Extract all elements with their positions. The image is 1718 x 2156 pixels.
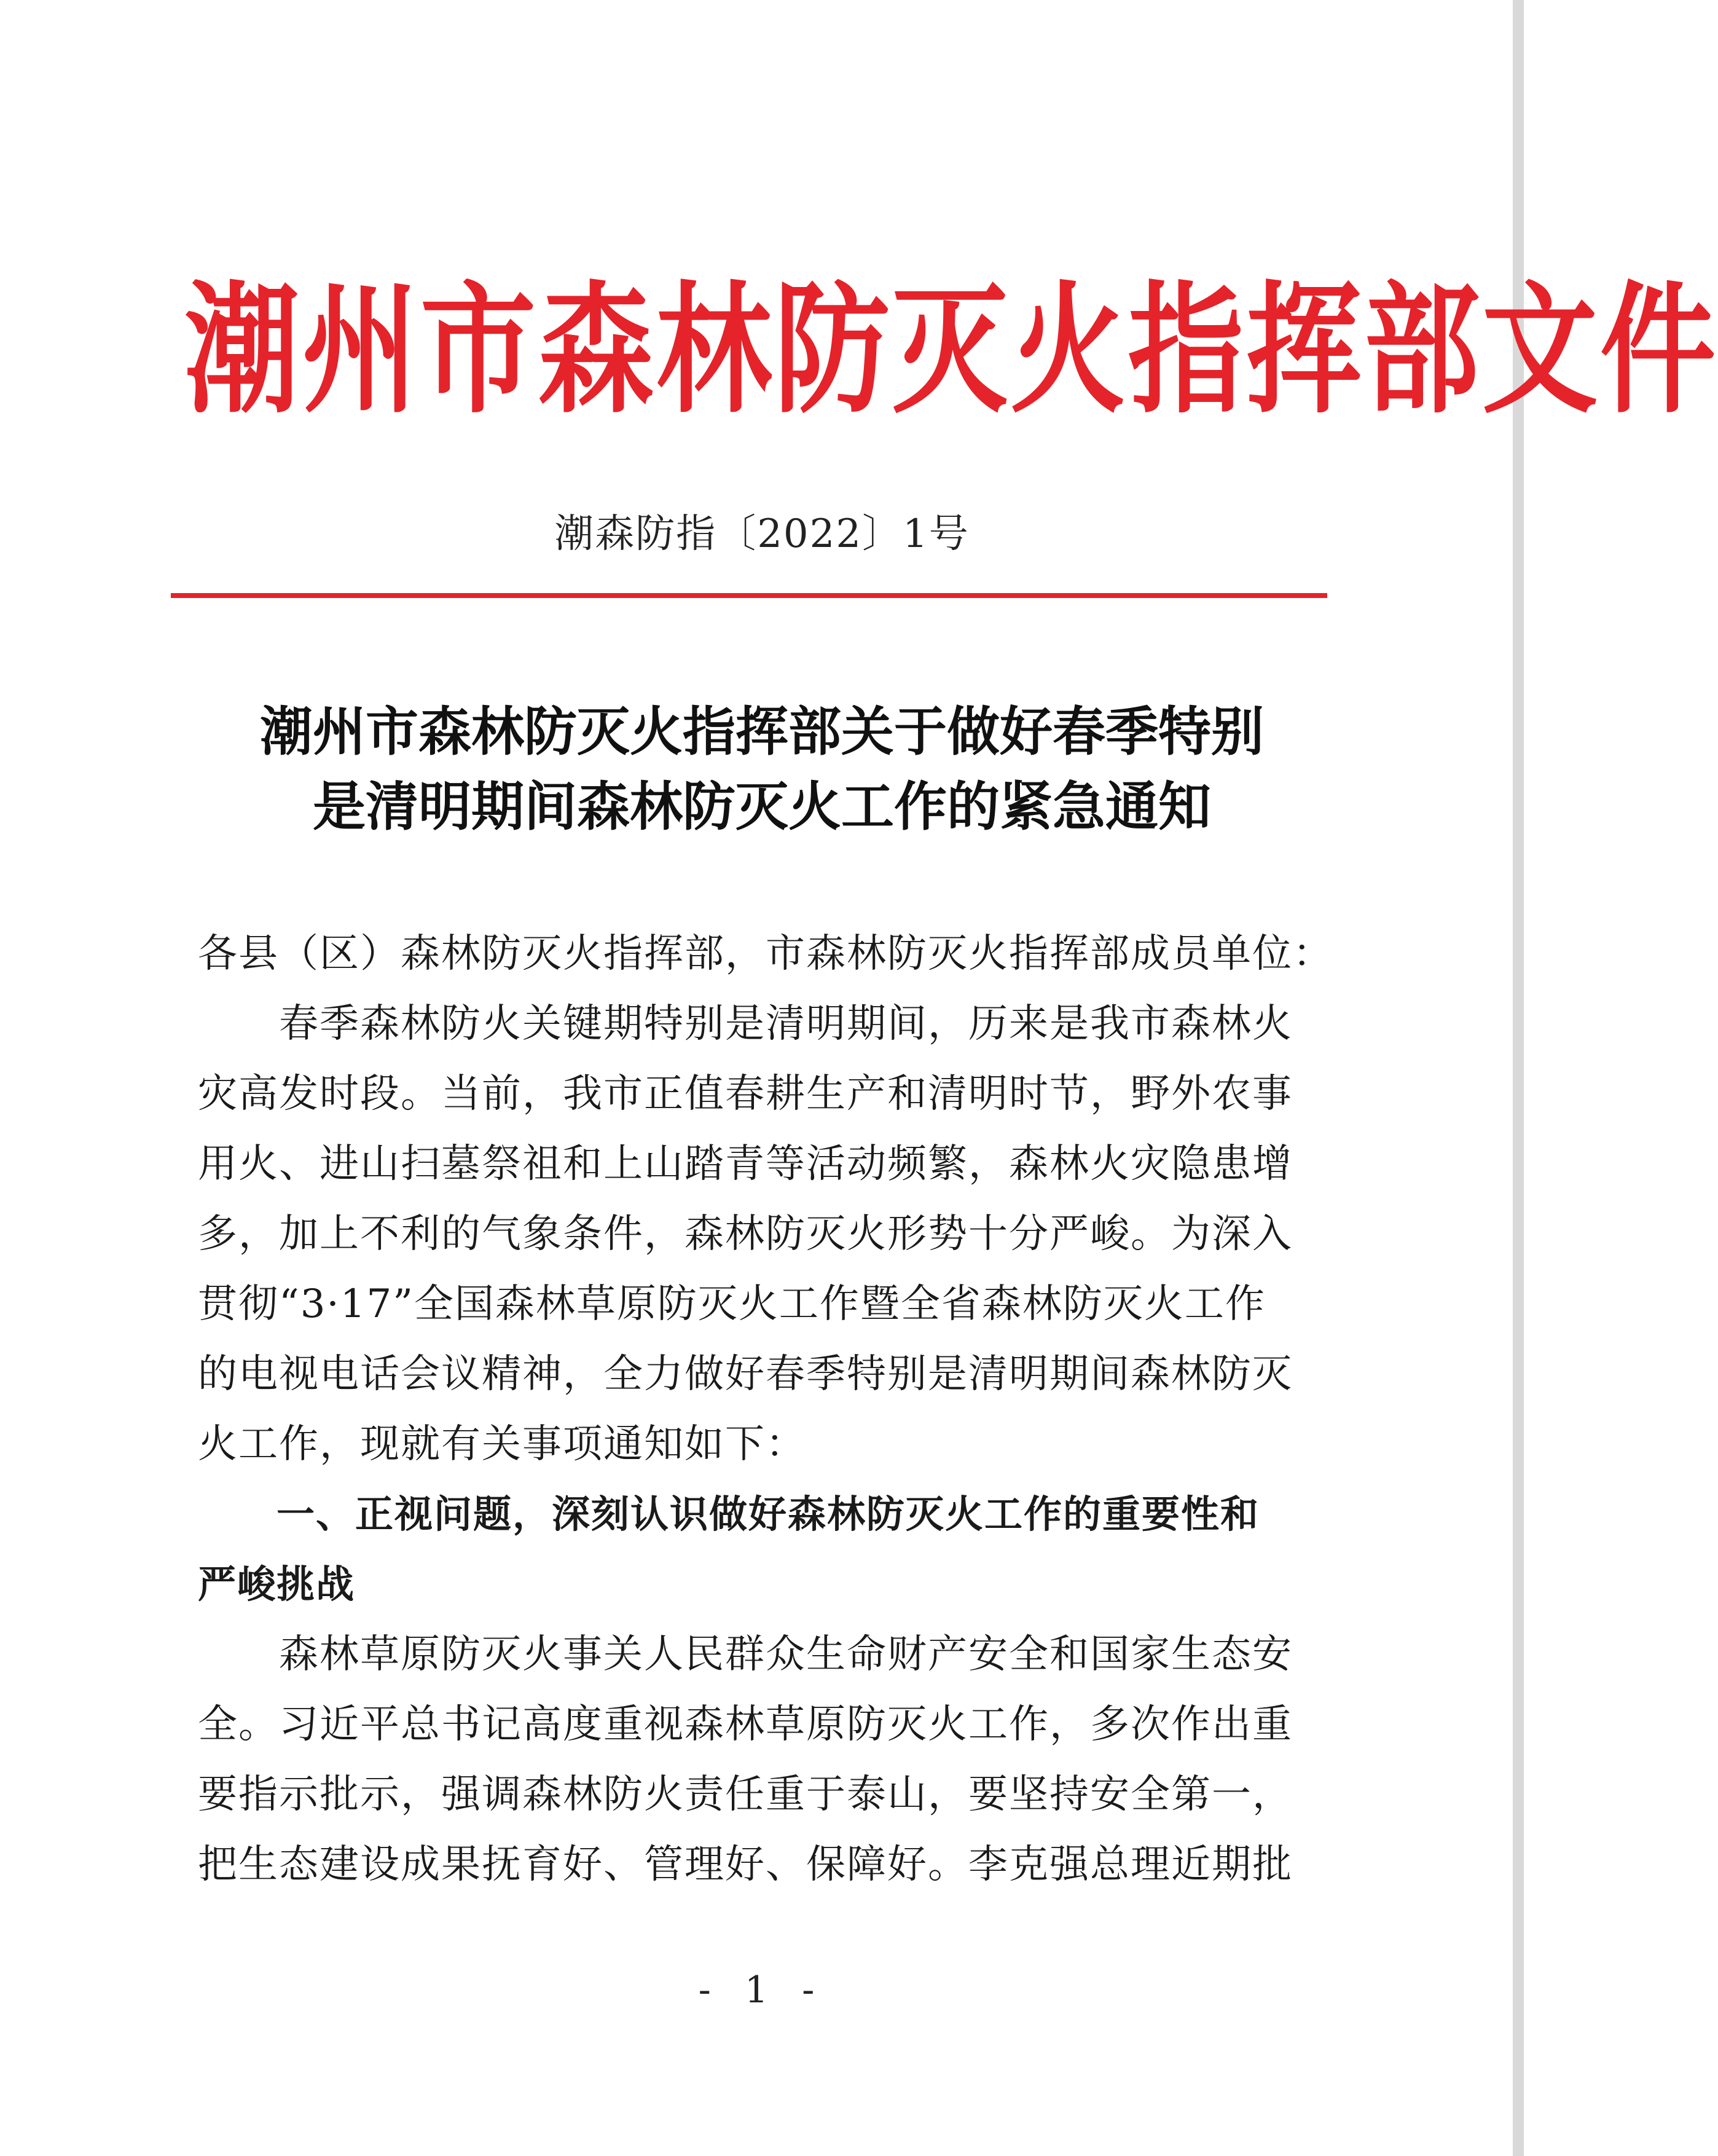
body-line-salutation: 各县（区）森林防灭火指挥部，市森林防灭火指挥部成员单位： <box>198 931 1333 977</box>
body-line: 火工作，现就有关事项通知如下： <box>198 1422 806 1467</box>
document-header-title: 潮州市森林防灭火指挥部文件 <box>184 267 1718 433</box>
body-line: 把生态建设成果抚育好、管理好、保障好。李克强总理近期批 <box>198 1842 1293 1887</box>
body-line: 的电视电话会议精神，全力做好春季特别是清明期间森林防灭 <box>198 1351 1293 1397</box>
notice-body <box>198 919 1333 1900</box>
body-line: 全。习近平总书记高度重视森林草原防灭火工作，多次作出重 <box>198 1702 1293 1747</box>
red-divider-line <box>171 593 1327 598</box>
body-line: 多，加上不利的气象条件，森林防灭火形势十分严峻。为深入 <box>198 1211 1293 1257</box>
body-line: 贯彻“3·17”全国森林草原防灭火工作暨全省森林防灭火工作 <box>198 1281 1266 1327</box>
body-line: 森林草原防灭火事关人民群众生命财产安全和国家生态安 <box>198 1632 1293 1677</box>
body-line: 灾高发时段。当前，我市正值春耕生产和清明时节，野外农事 <box>198 1071 1293 1117</box>
body-line: 春季森林防火关键期特别是清明期间，历来是我市森林火 <box>198 1001 1293 1047</box>
body-line: 用火、进山扫墓祭祖和上山踏青等活动频繁，森林火灾隐患增 <box>198 1141 1293 1187</box>
document-number: 潮森防指〔2022〕1号 <box>554 511 970 557</box>
body-line: 要指示批示，强调森林防火责任重于泰山，要坚持安全第一， <box>198 1772 1293 1817</box>
notice-title <box>172 694 1352 844</box>
page-number: - 1 - <box>698 1969 826 2012</box>
notice-title-line-2: 是清明期间森林防灭火工作的紧急通知 <box>313 776 1211 838</box>
section-heading-line: 一、正视问题，深刻认识做好森林防灭火工作的重要性和 <box>198 1492 1260 1536</box>
notice-title-line-1: 潮州市森林防灭火指挥部关于做好春季特别 <box>260 701 1264 763</box>
section-heading-line: 严峻挑战 <box>198 1562 356 1607</box>
